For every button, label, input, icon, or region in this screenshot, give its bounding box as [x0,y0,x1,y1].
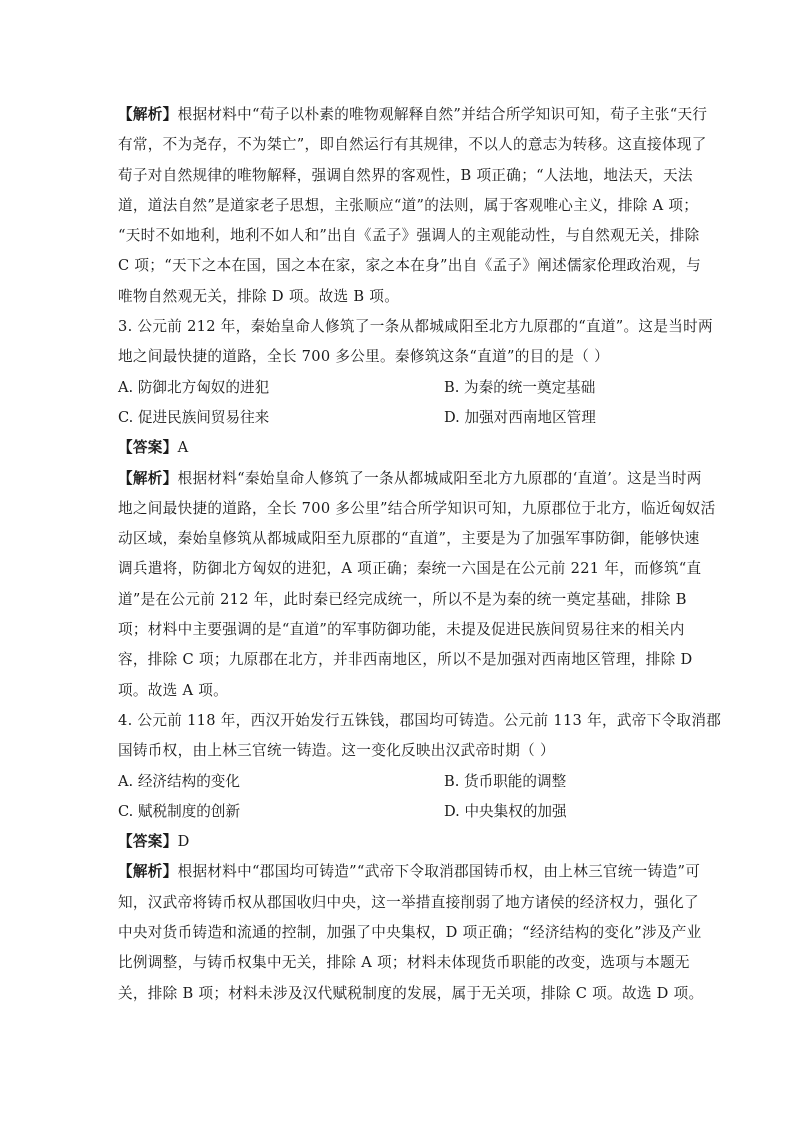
q3-analysis [118,464,716,706]
answer-tag: 【答案】 [118,833,178,851]
q3-option-d: D. 加强对西南地区管理 [444,408,596,426]
q4-answer-value: D [177,833,190,851]
q3-analysis-line: 项。故选 A 项。 [118,681,229,699]
q4-analysis-line: 比例调整，与铸币权集中无关，排除 A 项；材料未体现货币职能的改变，选项与本题无 [118,954,690,972]
q4-answer [118,827,674,857]
q3-stem-line: 地之间最快捷的道路，全长 700 多公里。秦修筑这条“直道”的目的是（ ） [118,348,610,366]
q3-analysis-line: 根据材料“秦始皇命人修筑了一条从都城咸阳至北方九原郡的‘直道’。这是当时两 [177,469,702,487]
q2-analysis-line: 道，道法自然”是道家老子思想，主张顺应“道”的法则，属于客观唯心主义，排除 A 项； [118,196,699,214]
q2-analysis [118,100,708,312]
analysis-tag: 【解析】 [118,469,178,487]
q4-analysis-line: 知，汉武帝将铸币权从郡国收归中央，这一举措直接削弱了地方诸侯的经济权力，强化了 [118,893,699,911]
q4-analysis-line: 关，排除 B 项；材料未涉及汉代赋税制度的发展，属于无关项，排除 C 项。故选 D 项。 [118,984,704,1002]
q3-analysis-line: 容，排除 C 项；九原郡在北方，并非西南地区，所以不是加强对西南地区管理，排除 D [118,651,693,669]
q3-answer [118,433,674,463]
q3-analysis-line: 道”是在公元前 212 年，此时秦已经完成统一，所以不是为秦的统一奠定基础，排除 B [118,590,687,608]
q3-analysis-line: 调兵遣将，防御北方匈奴的进犯，A 项正确；秦统一六国是在公元前 221 年，而修筑“直 [118,560,702,578]
q4-analysis-line: 根据材料中“郡国均可铸造”“武帝下令取消郡国铸币权，由上林三官统一铸造”可 [177,863,701,881]
q4-analysis [118,857,704,1008]
q2-analysis-line: 唯物自然观无关，排除 D 项。故选 B 项。 [118,287,400,305]
q3-stem [118,312,713,373]
q4-stem-line: 国铸币权，由上林三官统一铸造。这一变化反映出汉武帝时期（ ） [118,742,555,760]
q4-option-d: D. 中央集权的加强 [444,802,567,820]
q4-analysis-line: 中央对货币铸造和流通的控制，加强了中央集权，D 项正确；“经济结构的变化”涉及产业 [118,924,702,942]
q2-analysis-line: 荀子对自然规律的唯物解释，强调自然界的客观性，B 项正确；“人法地，地法天，天法 [118,166,693,184]
q4-options [118,767,674,828]
q3-option-b: B. 为秦的统一奠定基础 [444,378,596,396]
answer-tag: 【答案】 [118,439,178,457]
q4-option-a: A. 经济结构的变化 [118,772,240,790]
q3-options [118,373,674,434]
q2-analysis-line: “天时不如地利，地利不如人和”出自《孟子》强调人的主观能动性，与自然观无关，排除 [118,227,700,245]
document-page [118,100,722,1009]
q3-analysis-line: 项；材料中主要强调的是“直道”的军事防御功能，未提及促进民族间贸易往来的相关内 [118,621,685,639]
q3-analysis-line: 动区域，秦始皇修筑从都城咸阳至九原郡的“直道”，主要是为了加强军事防御，能够快速 [118,530,700,548]
q2-analysis-line: 根据材料中“荀子以朴素的唯物观解释自然”并结合所学知识可知，荀子主张“天行 [177,106,708,123]
q4-option-c: C. 赋税制度的创新 [118,802,241,820]
q2-analysis-line: 有常，不为尧存，不为桀亡”，即自然运行有其规律，不以人的意志为转移。这直接体现了 [118,136,707,154]
analysis-tag: 【解析】 [118,106,178,123]
q4-option-b: B. 货币职能的调整 [444,772,567,790]
q4-stem [118,706,722,767]
q3-option-a: A. 防御北方匈奴的进犯 [118,378,270,396]
q3-option-c: C. 促进民族间贸易往来 [118,408,270,426]
q2-analysis-line: C 项；“天下之本在国，国之本在家，家之本在身”出自《孟子》阐述儒家伦理政治观，与 [118,257,701,275]
q3-stem-line: 3. 公元前 212 年，秦始皇命人修筑了一条从都城咸阳至北方九原郡的“直道”。这是当时两 [118,318,713,336]
q4-stem-line: 4. 公元前 118 年，西汉开始发行五铢钱，郡国均可铸造。公元前 113 年，武帝下令取消郡 [118,711,722,729]
q3-answer-value: A [177,439,189,457]
q3-analysis-line: 地之间最快捷的道路，全长 700 多公里”结合所学知识可知，九原郡位于北方，临近匈奴活 [118,499,716,517]
analysis-tag: 【解析】 [118,863,178,881]
